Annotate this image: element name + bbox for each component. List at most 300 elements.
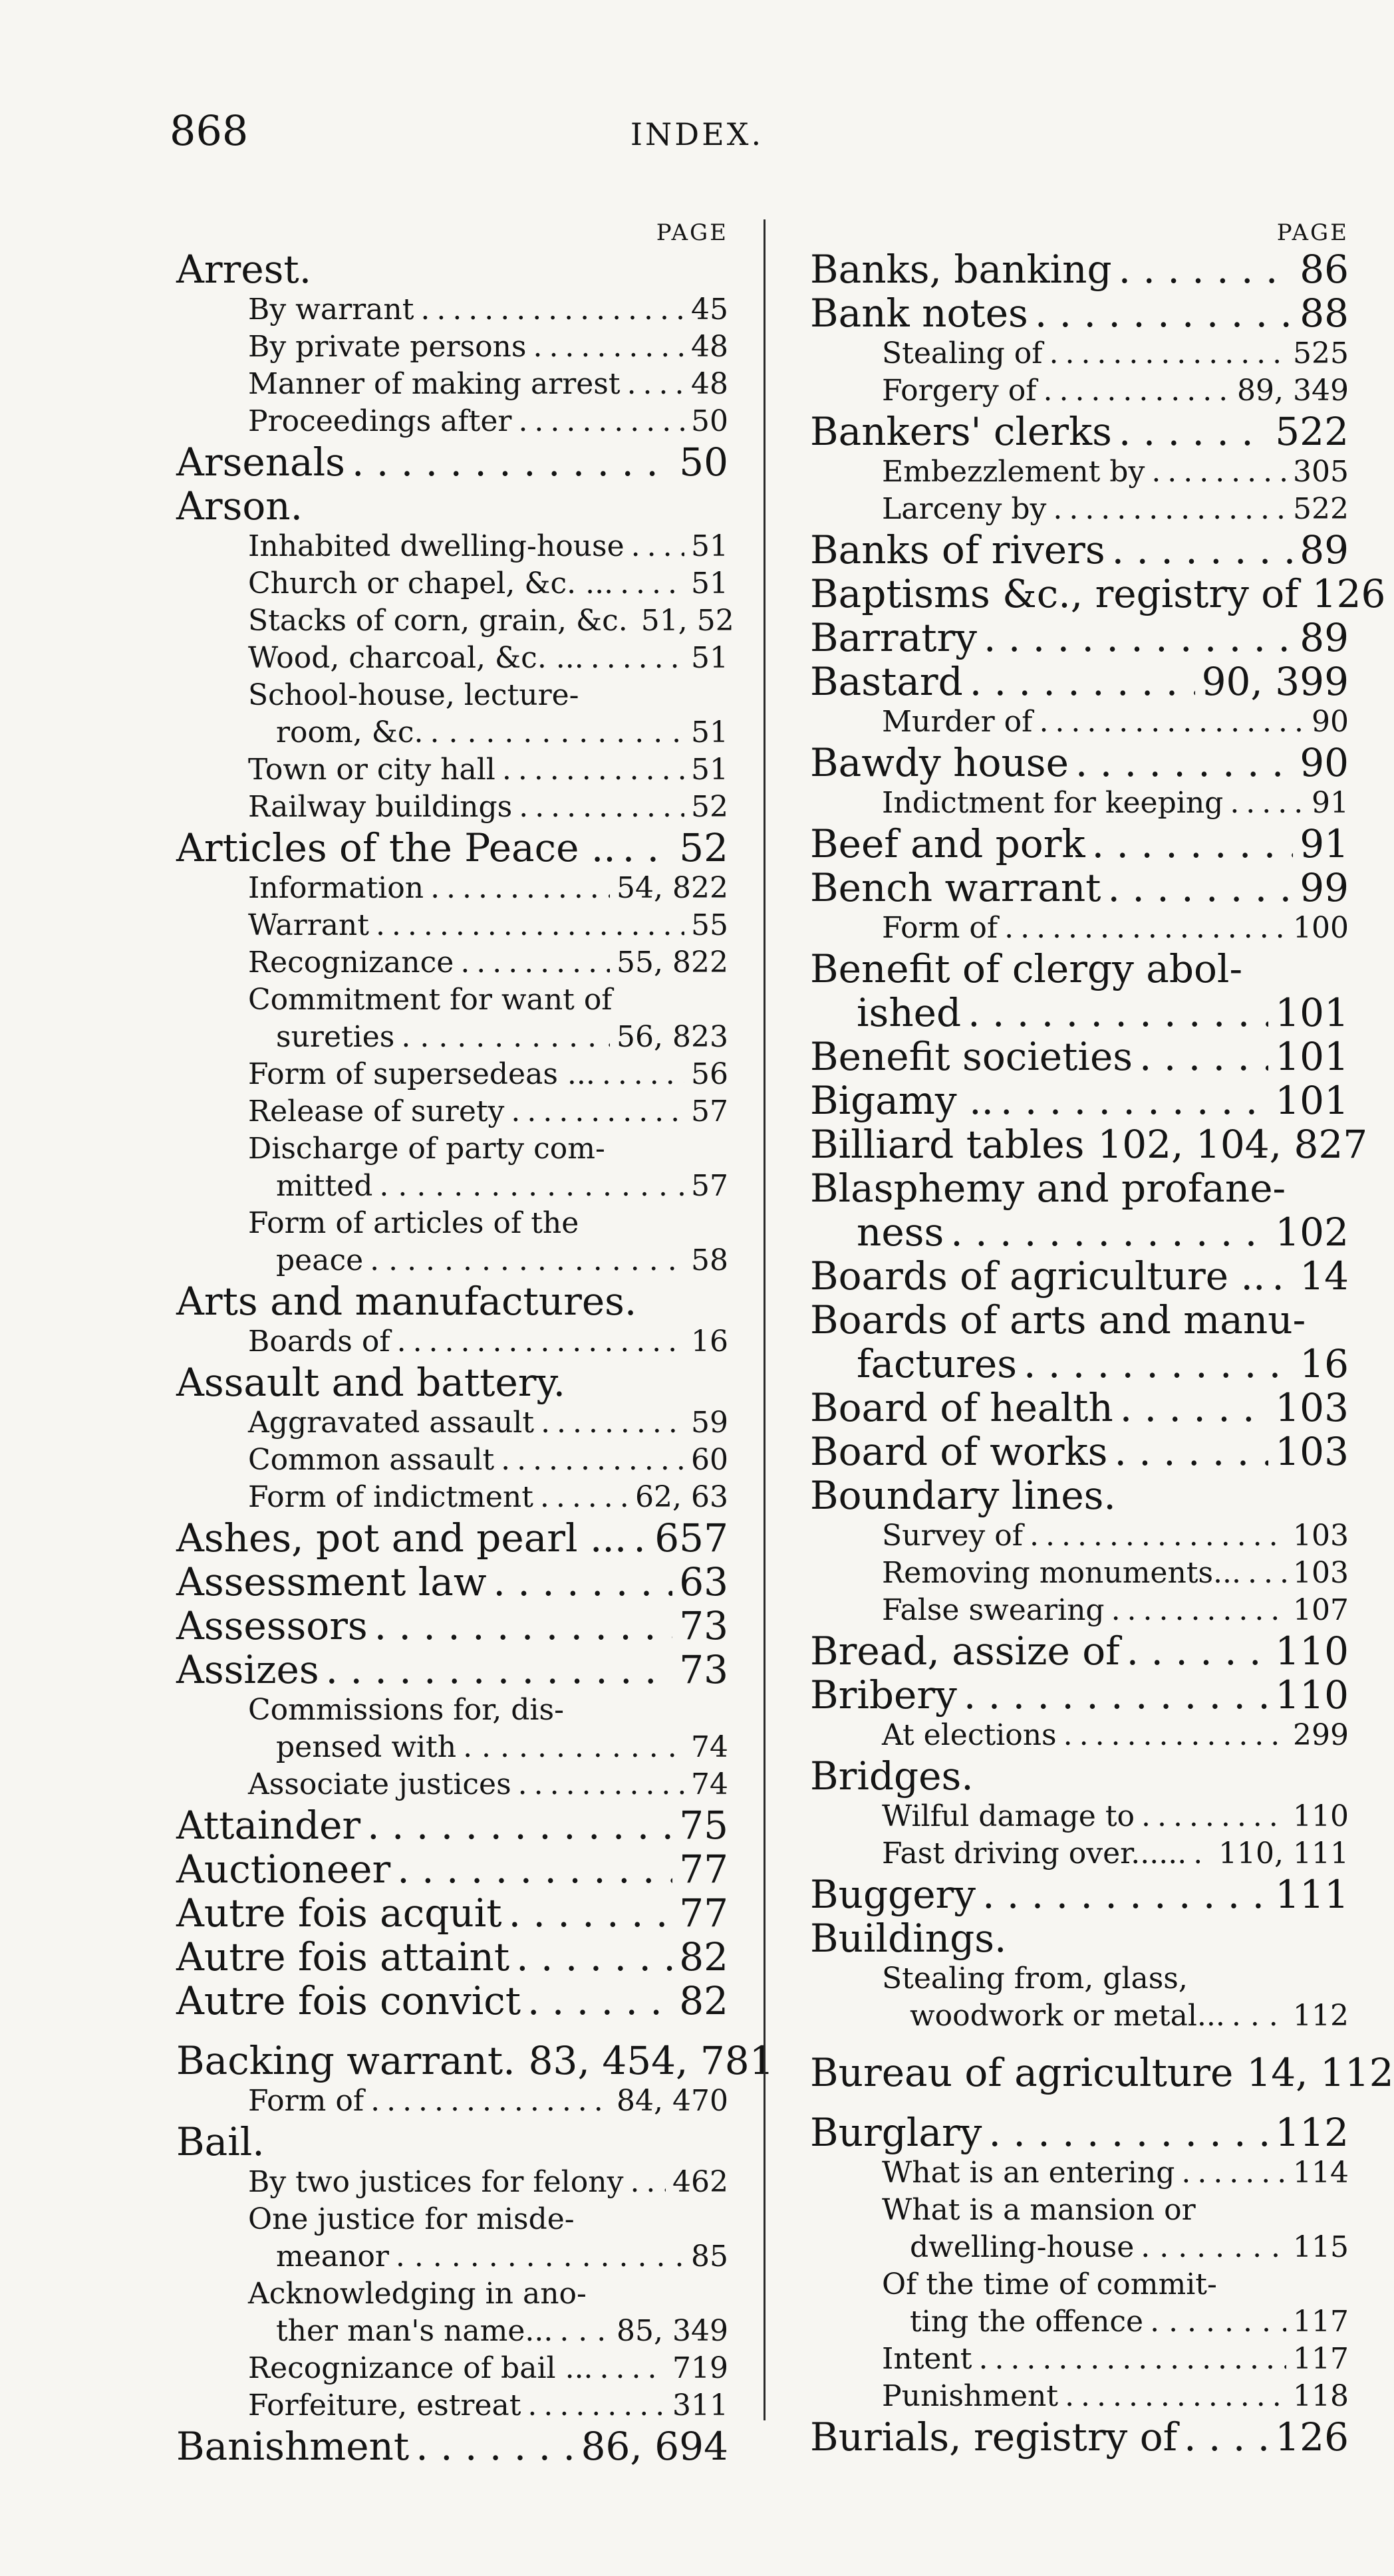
index-subentry [176, 528, 728, 565]
index-heading-entry [810, 616, 1349, 660]
dot-leader [1035, 291, 1293, 335]
entry-page-ref: 85 [691, 2240, 728, 2273]
entry-page-ref: 91 [1312, 786, 1349, 820]
dot-leader [1053, 491, 1286, 528]
dot-leader [1141, 2229, 1286, 2266]
index-heading-entry [810, 247, 1349, 291]
column-page-header: PAGE [656, 219, 728, 246]
entry-page-ref: 110 [1275, 1672, 1349, 1718]
entry-page-ref: 117 [1293, 2305, 1349, 2339]
entry-label: Assault and battery. [176, 1360, 566, 1405]
index-heading-entry [176, 1279, 728, 1323]
entry-label: Stealing from, glass, [882, 1962, 1188, 1996]
index-subentry [810, 785, 1349, 822]
entry-label: Boards of agriculture .. [810, 1253, 1266, 1299]
entry-label: Wood, charcoal, &c. ... [248, 641, 584, 675]
entry-page-ref: 112 [1293, 1999, 1349, 2033]
entry-label: Forgery of [882, 374, 1037, 408]
entry-page-ref: 101 [1275, 990, 1349, 1035]
entry-page-ref: 118 [1293, 2379, 1349, 2413]
entry-label: ness [857, 1210, 944, 1255]
dot-leader [950, 1210, 1268, 1254]
entry-label: By warrant [248, 293, 414, 326]
index-heading-entry [810, 822, 1349, 866]
dot-leader [397, 1323, 684, 1360]
index-heading-entry [810, 947, 1349, 991]
entry-label: Arts and manufactures. [176, 1279, 637, 1324]
entry-label: Assizes [176, 1647, 319, 1692]
dot-leader [602, 1056, 684, 1093]
entry-label: Commitment for want of [248, 983, 613, 1017]
index-subentry [810, 2192, 1349, 2229]
dot-leader [379, 1168, 684, 1205]
entry-label: pensed with [276, 1730, 457, 1764]
index-entries [810, 247, 1394, 2460]
entry-page-ref: 63 [679, 1559, 728, 1605]
entry-label: Survey of [882, 1519, 1024, 1553]
dot-leader [1030, 1517, 1286, 1555]
dot-leader [1065, 2378, 1286, 2415]
entry-label: Bridges. [810, 1753, 974, 1799]
index-subentry [176, 1130, 728, 1168]
index-entries [176, 247, 774, 2469]
entry-page-ref: 91 [1300, 821, 1349, 866]
index-heading-entry [176, 2424, 728, 2468]
entry-page-ref: 126 [1312, 571, 1386, 616]
entry-page-ref: 45 [691, 293, 728, 326]
index-heading-entry [810, 1430, 1349, 1474]
entry-label: Recognizance [248, 946, 454, 979]
entry-page-ref: 73 [679, 1603, 728, 1648]
index-heading-entry [810, 1872, 1349, 1916]
dot-leader [1272, 1254, 1293, 1298]
entry-page-ref: 86 [1300, 247, 1349, 292]
entry-page-ref: 56 [691, 1057, 728, 1091]
index-subentry [176, 602, 734, 640]
index-subentry [810, 2229, 1349, 2266]
entry-label: Board of health [810, 1385, 1113, 1430]
index-heading-entry [810, 571, 1386, 616]
index-heading-entry [176, 1979, 728, 2023]
index-subentry [176, 2164, 728, 2201]
dot-leader [501, 1442, 684, 1479]
entry-label: Beef and pork [810, 821, 1085, 866]
dot-leader [623, 826, 672, 870]
entry-page-ref: 14 [1300, 1253, 1349, 1299]
entry-label: Barratry [810, 615, 978, 660]
entry-label: meanor [276, 2240, 389, 2273]
index-subentry [810, 1517, 1349, 1555]
dot-leader [367, 1803, 672, 1847]
index-subentry [176, 789, 728, 826]
entry-page-ref: 299 [1293, 1718, 1349, 1752]
index-subentry [176, 1766, 728, 1803]
dot-leader [540, 1479, 628, 1516]
entry-page-ref: 99 [1300, 865, 1349, 910]
dot-leader [978, 2341, 1286, 2378]
dot-leader [633, 1516, 648, 1560]
entry-page-ref: 462 [672, 2165, 728, 2199]
dot-leader [1193, 1835, 1212, 1872]
index-subentry [176, 2275, 728, 2313]
entry-label: Ashes, pot and pearl ... [176, 1515, 627, 1561]
index-subentry [176, 2238, 728, 2275]
entry-label: peace [276, 1243, 364, 1277]
entry-page-ref: 90 [1300, 740, 1349, 785]
entry-label: Buildings. [810, 1916, 1007, 1961]
entry-label: Burglary [810, 2110, 982, 2155]
entry-label: Form of [248, 2084, 364, 2118]
index-heading-entry [810, 866, 1349, 910]
dot-leader [1139, 1035, 1268, 1079]
entry-label: Town or city hall [248, 753, 495, 787]
entry-label: Embezzlement by [882, 455, 1145, 489]
dot-leader [984, 616, 1293, 660]
entry-label: Larceny by [882, 492, 1047, 526]
index-heading-entry [176, 2038, 774, 2083]
entry-label: Arsenals [176, 440, 345, 485]
dot-leader [533, 328, 684, 366]
entry-page-ref: 522 [1293, 492, 1349, 526]
index-heading-entry [810, 2050, 1394, 2095]
entry-page-ref: 102 [1275, 1210, 1349, 1255]
index-heading-entry [810, 2415, 1349, 2459]
dot-leader [1151, 453, 1286, 491]
entry-label: Warrant [248, 908, 369, 942]
entry-page-ref: 525 [1293, 336, 1349, 370]
entry-page-ref: 103 [1275, 1385, 1349, 1430]
index-heading-entry [176, 1516, 728, 1560]
index-subentry [176, 328, 728, 366]
entry-label: ished [857, 990, 962, 1035]
dot-leader [1111, 1592, 1286, 1629]
index-heading-entry [176, 1935, 728, 1979]
index-subentry [810, 491, 1349, 528]
dot-leader [982, 1872, 1268, 1916]
entry-label: Form of supersedeas ... [248, 1057, 595, 1091]
entry-page-ref: 48 [691, 367, 728, 401]
entry-label: Removing monuments... [882, 1556, 1242, 1590]
entry-page-ref: 103 [1293, 1556, 1349, 1590]
index-subentry [176, 1019, 728, 1056]
dot-leader [631, 528, 684, 565]
dot-leader [1000, 1079, 1268, 1122]
entry-label: What is an entering [882, 2156, 1175, 2190]
entry-label: Form of indictment [248, 1480, 533, 1514]
dot-leader [970, 660, 1195, 704]
index-subentry [810, 2266, 1349, 2303]
entry-label: False swearing [882, 1593, 1105, 1627]
dot-leader [401, 1019, 610, 1056]
entry-label: Arson. [176, 483, 303, 529]
entry-page-ref: 56, 823 [617, 1020, 728, 1054]
entry-spacer [176, 2023, 728, 2039]
dot-leader [1075, 741, 1293, 785]
entry-page-ref: 657 [654, 1515, 728, 1561]
entry-page-ref: 51 [691, 641, 728, 675]
entry-label: Punishment [882, 2379, 1059, 2413]
entry-label: Form of [882, 911, 998, 945]
entry-label: Benefit of clergy abol- [810, 946, 1243, 991]
dot-leader [1141, 1798, 1286, 1835]
index-subentry [176, 944, 728, 981]
entry-label: Inhabited dwelling-house [248, 529, 625, 563]
column-divider [764, 219, 766, 2420]
entry-page-ref: 54, 822 [617, 871, 728, 905]
entry-label: Stacks of corn, grain, &c. [248, 604, 628, 638]
entry-label: Bastard [810, 659, 963, 704]
index-subentry [176, 1205, 728, 1242]
entry-page-ref: 51 [691, 715, 728, 749]
page-number: 868 [170, 106, 249, 155]
index-heading-entry [810, 1916, 1349, 1960]
dot-leader [511, 1093, 684, 1130]
entry-label: Banks, banking [810, 247, 1112, 292]
index-subentry [176, 751, 728, 789]
index-heading-entry [810, 1079, 1349, 1122]
index-subentry [176, 1442, 728, 1479]
index-heading-entry [176, 440, 728, 484]
entry-label: Boards of arts and manu- [810, 1297, 1306, 1343]
dot-leader [516, 1935, 672, 1979]
index-heading-entry [176, 1847, 728, 1891]
index-heading-entry [810, 1474, 1349, 1517]
entry-page-ref: 51 [691, 753, 728, 787]
entry-label: Bail. [176, 2119, 265, 2164]
index-heading-entry [810, 1254, 1349, 1298]
index-subentry [810, 2154, 1349, 2192]
dot-leader [502, 751, 684, 789]
entry-label: Bigamy .. [810, 1078, 994, 1123]
entry-label: Articles of the Peace .. [176, 825, 616, 870]
entry-page-ref: 83, 454, 781 [528, 2038, 774, 2083]
dot-leader [1024, 1342, 1293, 1386]
index-subentry [176, 1404, 728, 1442]
index-subentry [176, 2201, 728, 2238]
entry-label: Of the time of commit- [882, 2267, 1217, 2301]
index-subentry [810, 2303, 1349, 2341]
entry-label: What is a mansion or [882, 2193, 1196, 2227]
dot-leader [1108, 866, 1294, 910]
entry-page-ref: 88 [1300, 291, 1349, 336]
entry-label: Baptisms &c., registry of [810, 571, 1299, 616]
entry-page-ref: 107 [1293, 1593, 1349, 1627]
entry-label: sureties [276, 1020, 395, 1054]
index-subentry [176, 1729, 728, 1766]
index-subentry [176, 907, 728, 944]
index-heading-entry [810, 1122, 1368, 1167]
entry-label: Bank notes [810, 291, 1028, 336]
entry-page-ref: 85, 349 [617, 2314, 728, 2348]
entry-page-ref: 112 [1275, 2110, 1349, 2155]
index-subentry [810, 1555, 1349, 1592]
entry-label: Information [248, 871, 424, 905]
index-heading-entry [810, 1210, 1349, 1254]
entry-label: Autre fois convict [176, 1978, 521, 2023]
entry-label: Burials, registry of [810, 2414, 1178, 2460]
index-heading-entry [810, 1754, 1349, 1798]
index-heading-entry [176, 484, 728, 528]
dot-leader [509, 1891, 673, 1935]
dot-leader [541, 1404, 684, 1442]
dot-leader [1248, 1555, 1286, 1592]
entry-label: ther man's name... [276, 2314, 553, 2348]
entry-page-ref: 82 [679, 1934, 728, 1980]
index-subentry [176, 2083, 728, 2120]
entry-page-ref: 52 [679, 825, 728, 870]
entry-label: Buggery [810, 1872, 976, 1917]
index-subentry [810, 372, 1349, 410]
entry-page-ref: 77 [679, 1847, 728, 1892]
dot-leader [1092, 822, 1294, 866]
entry-label: Intent [882, 2342, 972, 2376]
dot-leader [600, 2350, 666, 2387]
dot-leader [1004, 910, 1286, 947]
entry-page-ref: 75 [679, 1803, 728, 1848]
entry-page-ref: 101 [1275, 1078, 1349, 1123]
entry-label: Fast driving over...... [882, 1837, 1187, 1870]
entry-label: Railway buildings [248, 790, 513, 824]
dot-leader [1114, 1430, 1268, 1474]
dot-leader [620, 565, 684, 602]
entry-label: Board of works [810, 1429, 1108, 1474]
index-heading-entry [810, 1035, 1349, 1079]
dot-leader [1119, 410, 1268, 453]
dot-leader [1119, 247, 1294, 291]
entry-page-ref: 117 [1293, 2342, 1349, 2376]
entry-page-ref: 101 [1275, 1034, 1349, 1079]
dot-leader [374, 1604, 673, 1648]
entry-page-ref: 90 [1312, 705, 1349, 739]
entry-label: Manner of making arrest [248, 367, 621, 401]
index-subentry [810, 1592, 1349, 1629]
index-subentry [810, 1717, 1349, 1754]
entry-page-ref: 100 [1293, 911, 1349, 945]
dot-leader [1049, 335, 1287, 372]
entry-label: Recognizance of bail ... [248, 2351, 593, 2385]
dot-leader [416, 2424, 574, 2468]
index-subentry [176, 2387, 728, 2424]
entry-label: Forfeiture, estreat [248, 2388, 521, 2422]
index-subentry [810, 453, 1349, 491]
entry-label: School-house, lecture- [248, 678, 579, 712]
index-subentry [176, 640, 728, 677]
index-heading-entry [810, 528, 1349, 572]
entry-label: ting the offence [910, 2305, 1144, 2339]
dot-leader [1230, 785, 1305, 822]
index-heading-entry [176, 1360, 728, 1404]
entry-label: Bureau of agriculture [810, 2050, 1234, 2095]
entry-label: Blasphemy and profane- [810, 1166, 1286, 1211]
entry-page-ref: 55 [691, 908, 728, 942]
entry-page-ref: 60 [691, 1443, 728, 1477]
dot-leader [1044, 372, 1231, 410]
entry-label: Autre fois attaint [176, 1934, 510, 1980]
entry-label: Bribery [810, 1672, 957, 1718]
entry-page-ref: 311 [672, 2388, 728, 2422]
index-heading-entry [176, 1648, 728, 1692]
dot-leader [1181, 2154, 1286, 2192]
entry-spacer [810, 2095, 1349, 2111]
index-heading-entry [810, 660, 1349, 704]
entry-page-ref: 57 [691, 1095, 728, 1128]
index-subentry [176, 714, 728, 751]
index-heading-entry [176, 247, 728, 291]
dot-leader [1039, 704, 1305, 741]
entry-page-ref: 89, 349 [1237, 374, 1349, 408]
entry-page-ref: 89 [1300, 615, 1349, 660]
entry-page-ref: 114 [1293, 2156, 1349, 2190]
entry-page-ref: 305 [1293, 455, 1349, 489]
index-heading-entry [810, 1673, 1349, 1717]
entry-label: Banishment [176, 2424, 410, 2469]
dot-leader [326, 1648, 673, 1692]
entry-page-ref: 51 [691, 529, 728, 563]
entry-label: Common assault [248, 1443, 495, 1477]
entry-label: Assessors [176, 1603, 368, 1648]
index-subentry [810, 1997, 1349, 2035]
entry-page-ref: 82 [679, 1978, 728, 2023]
entry-page-ref: 16 [691, 1325, 728, 1358]
dot-leader [591, 640, 684, 677]
dot-leader [352, 440, 672, 484]
entry-label: Boards of [248, 1325, 390, 1358]
entry-label: Bench warrant [810, 865, 1101, 910]
index-subentry [810, 1835, 1349, 1872]
index-subentry [810, 910, 1349, 947]
entry-label: dwelling-house [910, 2230, 1135, 2264]
dot-leader [1120, 1386, 1269, 1430]
index-subentry [176, 403, 728, 440]
entry-page-ref: 110 [1275, 1628, 1349, 1674]
index-subentry [176, 677, 728, 714]
index-subentry [176, 565, 728, 602]
dot-leader [519, 789, 684, 826]
entry-page-ref: 16 [1300, 1341, 1349, 1386]
index-heading-entry [176, 2120, 728, 2164]
entry-label: Banks of rivers [810, 527, 1105, 573]
entry-page-ref: 59 [691, 1406, 728, 1440]
entry-label: Indictment for keeping [882, 786, 1224, 820]
index-subentry [176, 1242, 728, 1279]
entry-label: Aggravated assault [248, 1406, 535, 1440]
entry-page-ref: 126 [1275, 2414, 1349, 2460]
entry-page-ref: 73 [679, 1647, 728, 1692]
entry-page-ref: 48 [691, 330, 728, 364]
entry-label: Autre fois acquit [176, 1890, 502, 1936]
entry-label: At elections [882, 1718, 1057, 1752]
column-page-header: PAGE [1276, 219, 1349, 246]
index-heading-entry [810, 741, 1349, 785]
entry-label: Auctioneer [176, 1847, 391, 1892]
index-subentry [176, 2313, 728, 2350]
entry-label: room, &c. [276, 715, 424, 749]
entry-label: Church or chapel, &c. ... [248, 567, 614, 600]
index-heading-entry [810, 1386, 1349, 1430]
index-subentry [176, 1056, 728, 1093]
entry-page-ref: 14, 112 [1246, 2050, 1394, 2095]
entry-page-ref: 110 [1293, 1799, 1349, 1833]
entry-page-ref: 84, 470 [617, 2084, 728, 2118]
dot-leader [1112, 528, 1294, 572]
index-subentry [810, 335, 1349, 372]
dot-leader [1232, 1997, 1286, 2035]
entry-label: Associate justices [248, 1767, 511, 1801]
index-heading-entry [810, 410, 1349, 453]
dot-leader [370, 2083, 610, 2120]
dot-leader [493, 1560, 672, 1604]
entry-label: mitted [276, 1169, 373, 1203]
